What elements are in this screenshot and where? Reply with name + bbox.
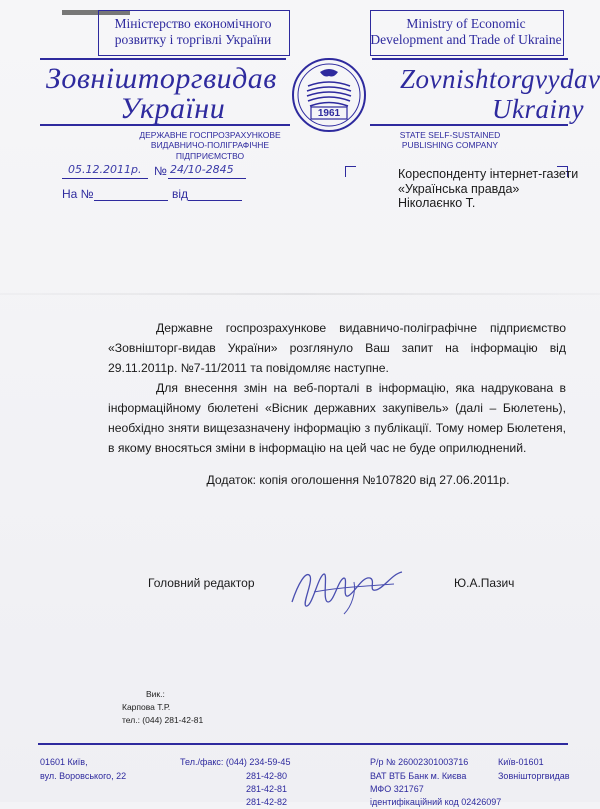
date-underline — [62, 178, 148, 179]
footer-address-street: вул. Воровського, 22 — [40, 771, 127, 781]
body-paragraph-1: Державне госпрозрахункове видавничо-поліграфічне підприємство «Зовнішторг-видав України» розглянуло Ваш запит на інформацію від 29.11.2011р. №7-11/2011 та повідомляє наступне. — [108, 321, 566, 375]
ministry-ua-line1: Міністерство економічного — [114, 16, 272, 31]
footer-telegraph-2: Зовнішторгвидав — [498, 771, 570, 781]
footer-bank-id: ідентифікаційний код 02426097 — [370, 797, 502, 807]
number-label: № — [154, 164, 167, 178]
brand-en-line1: Zovnishtorgvydav — [400, 64, 600, 94]
company-type-ua-line2: ВИДАВНИЧО-ПОЛІГРАФІЧНЕ ПІДПРИЄМСТВО — [150, 140, 270, 161]
executor-label: Вик.: — [146, 689, 165, 699]
outgoing-date: 05.12.2011р. — [68, 163, 142, 176]
footer-telegraph-1: Київ-01601 — [498, 757, 544, 767]
brand-ua-line2: України — [120, 92, 226, 125]
ministry-en-line1: Ministry of Economic — [406, 16, 526, 31]
outgoing-number: 24/10-2845 — [170, 163, 234, 176]
body-paragraph-2: Для внесення змін на веб-порталі в інформацію, яка надрукована в інформаційному бюлетені «Вісник державних закупівель» (далі – Бюлетень), необхідно зняти вищезазначену інформацію з публікації. Тому номер Бюлетеня, в якому вносяться зміни в інформацію на цей час не буде оприлюднений. — [108, 381, 566, 455]
addressee-line3: Ніколаєнко Т. — [398, 196, 476, 210]
footer-bank-mfo: МФО 321767 — [370, 784, 424, 794]
incoming-date-blank — [188, 200, 242, 201]
attachment-text: Додаток: копія оголошення №107820 від 27.06.2011р. — [206, 473, 510, 487]
addressee-line2: «Українська правда» — [398, 181, 520, 196]
footer-phone-4: 281-42-82 — [246, 797, 288, 807]
paper-fold — [0, 293, 600, 295]
incoming-number-label: На № — [62, 187, 94, 201]
attachment-line — [0, 470, 600, 490]
incoming-date-label: від — [172, 187, 189, 201]
company-type-en-line2: PUBLISHING COMPANY — [401, 140, 499, 150]
brand-ua-line1: Зовнішторгвидав — [46, 62, 277, 95]
footer-phone-2: 281-42-80 — [246, 771, 288, 781]
ministry-en-line2: Development and Trade of Ukraine — [370, 32, 562, 47]
letterhead-rule-top-left — [40, 58, 286, 60]
executor-name: Карпова Т.Р. — [122, 702, 171, 712]
footer-bank-account: Р/р № 26002301003716 — [370, 757, 469, 767]
company-logo-icon — [290, 56, 368, 134]
signatory-name: Ю.А.Пазич — [454, 576, 515, 590]
executor-phone: тел.: (044) 281-42-81 — [122, 715, 204, 725]
address-corner-left — [345, 166, 356, 177]
footer-rule — [38, 743, 568, 745]
ministry-ua-line2: розвитку і торгівлі України — [114, 32, 272, 47]
incoming-number-blank — [94, 200, 168, 201]
addressee — [398, 167, 578, 211]
footer-address-city: 01601 Київ, — [40, 757, 88, 767]
addressee-line1: Кореспонденту інтернет-газети — [398, 167, 579, 181]
logo-year: 1961 — [317, 108, 341, 119]
brand-en-line2: Ukrainy — [492, 94, 584, 124]
company-type-ua-line1: ДЕРЖАВНЕ ГОСПРОЗРАХУНКОВЕ — [139, 130, 281, 140]
signature-icon — [284, 562, 414, 618]
signatory-title: Головний редактор — [148, 576, 255, 590]
footer-phone-fax: Тел./факс: (044) 234-59-45 — [180, 757, 291, 767]
letterhead-rule-top-right — [372, 58, 568, 60]
company-type-en-line1: STATE SELF-SUSTAINED — [399, 130, 501, 140]
footer-phone-3: 281-42-81 — [246, 784, 288, 794]
footer-bank-name: ВАТ ВТБ Банк м. Києва — [370, 771, 467, 781]
number-underline — [168, 178, 246, 179]
